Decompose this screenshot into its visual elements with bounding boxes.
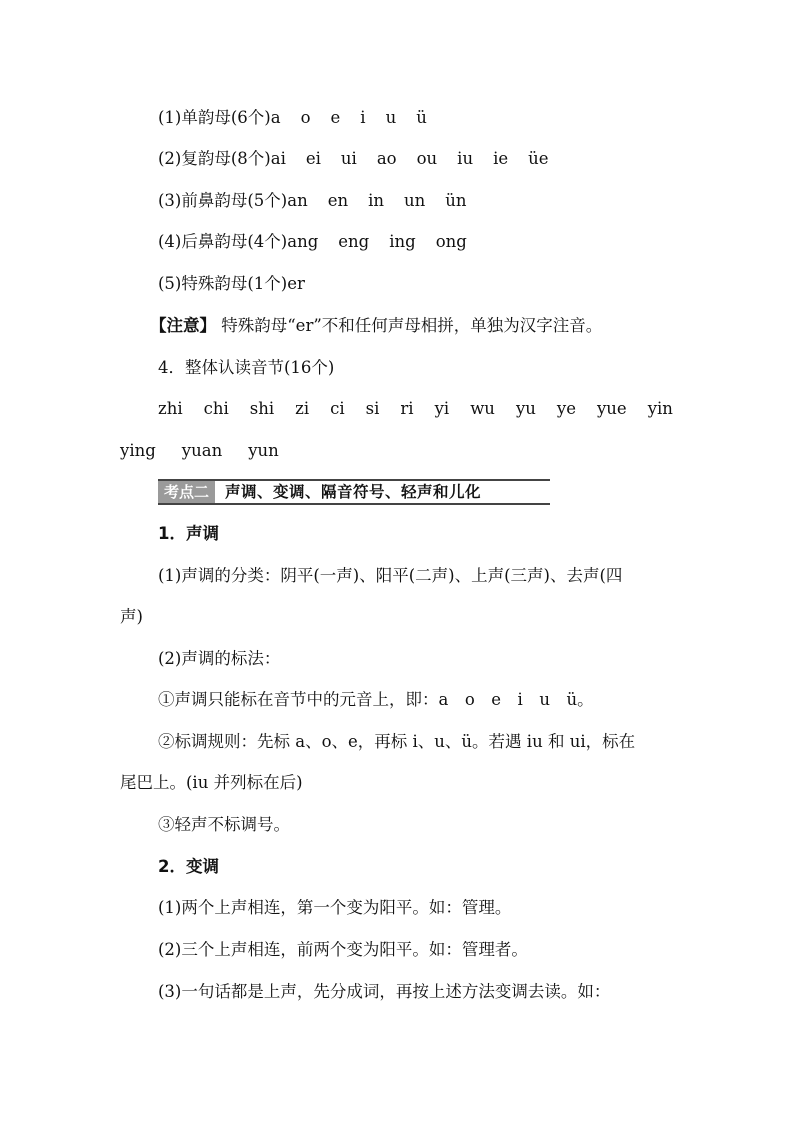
final-item: ao [376, 149, 397, 168]
sandhi-rule-3: (3)一句话都是上声，先分成词，再按上述方法变调去读。如： [158, 982, 611, 1001]
finals-label: (1)单韵母(6个) [158, 108, 271, 127]
syllable-item: yun [248, 441, 279, 460]
tone-classify-line-1: (1)声调的分类：阴平(一声)、阳平(二声)、上声(三声)、去声(四 [158, 566, 623, 585]
final-item: i [360, 108, 366, 127]
syllable-item: yi [434, 399, 450, 418]
final-item: er [287, 274, 305, 293]
finals-line-5 [158, 273, 325, 295]
finals-items [271, 108, 447, 127]
final-item: iu [457, 149, 474, 168]
final-item: ü [416, 108, 427, 127]
syllable-item: zi [295, 399, 310, 418]
tone-heading: 1．声调 [158, 524, 219, 543]
final-item: in [368, 191, 385, 210]
final-item: e [330, 108, 341, 127]
finals-label: (4)后鼻韵母(4个) [158, 232, 288, 251]
syllable-item: wu [470, 399, 495, 418]
final-item: ui [340, 149, 357, 168]
tone-rule-2-line-2: 尾巴上。(iu 并列标在后) [120, 773, 303, 792]
finals-label: (3)前鼻韵母(5个) [158, 191, 288, 210]
tone-classify-line-2: 声) [120, 607, 143, 626]
section-banner [158, 479, 550, 505]
note-line [150, 315, 602, 337]
final-item: ing [389, 232, 416, 251]
syllable-item: zhi [158, 399, 183, 418]
finals-line-2 [158, 148, 569, 170]
whole-syllables-line-1 [158, 398, 673, 420]
syllable-item: yin [647, 399, 673, 418]
whole-syllables-heading: 4．整体认读音节(16个) [158, 358, 335, 377]
final-item: ai [270, 149, 286, 168]
final-item: ün [445, 191, 467, 210]
syllable-item: shi [249, 399, 275, 418]
final-item: ei [305, 149, 321, 168]
final-item: an [287, 191, 308, 210]
syllable-item: yue [596, 399, 627, 418]
section-tag: 考点二 [158, 479, 215, 503]
finals-label: (5)特殊韵母(1个) [158, 274, 288, 293]
note-label: 【注意】 [150, 316, 216, 335]
syllable-item: si [365, 399, 380, 418]
final-item: u [385, 108, 397, 127]
finals-label: (2)复韵母(8个) [158, 149, 271, 168]
finals-line-1 [158, 107, 447, 129]
sandhi-heading: 2．变调 [158, 857, 219, 876]
syllable-item: ye [556, 399, 576, 418]
tone-rule-2-line-1: ②标调规则：先标 a、o、e，再标 i、u、ü。若遇 iu 和 ui，标在 [158, 732, 636, 751]
sandhi-rule-2: (2)三个上声相连，前两个变为阳平。如：管理者。 [158, 940, 528, 959]
whole-syllables-line-2 [120, 440, 279, 462]
finals-items [271, 149, 569, 168]
final-item: ie [493, 149, 509, 168]
final-item: eng [338, 232, 370, 251]
finals-items [287, 274, 325, 293]
finals-line-3 [158, 190, 487, 212]
tone-mark-heading: (2)声调的标法： [158, 649, 281, 668]
final-item: üe [528, 149, 549, 168]
section-title: 声调、变调、隔音符号、轻声和儿化 [215, 479, 550, 503]
final-item: en [327, 191, 349, 210]
syllable-item: chi [203, 399, 229, 418]
finals-items [287, 191, 486, 210]
syllable-item: ci [330, 399, 345, 418]
final-item: un [404, 191, 426, 210]
syllable-item: ri [400, 399, 414, 418]
final-item: ou [416, 149, 438, 168]
final-item: ong [435, 232, 467, 251]
sandhi-rule-1: (1)两个上声相连，第一个变为阳平。如：管理。 [158, 898, 512, 917]
tone-rule-1: ①声调只能标在音节中的元音上，即：a o e i u ü。 [158, 690, 594, 709]
finals-line-4 [158, 231, 487, 253]
syllable-item: yuan [181, 441, 223, 460]
syllable-item: ying [120, 441, 156, 460]
finals-items [287, 232, 487, 251]
final-item: ang [287, 232, 319, 251]
final-item: o [300, 108, 311, 127]
syllable-item: yu [515, 399, 536, 418]
final-item: a [270, 108, 281, 127]
note-text: 特殊韵母“er”不和任何声母相拼，单独为汉字注音。 [221, 316, 603, 335]
tone-rule-3: ③轻声不标调号。 [158, 815, 290, 834]
